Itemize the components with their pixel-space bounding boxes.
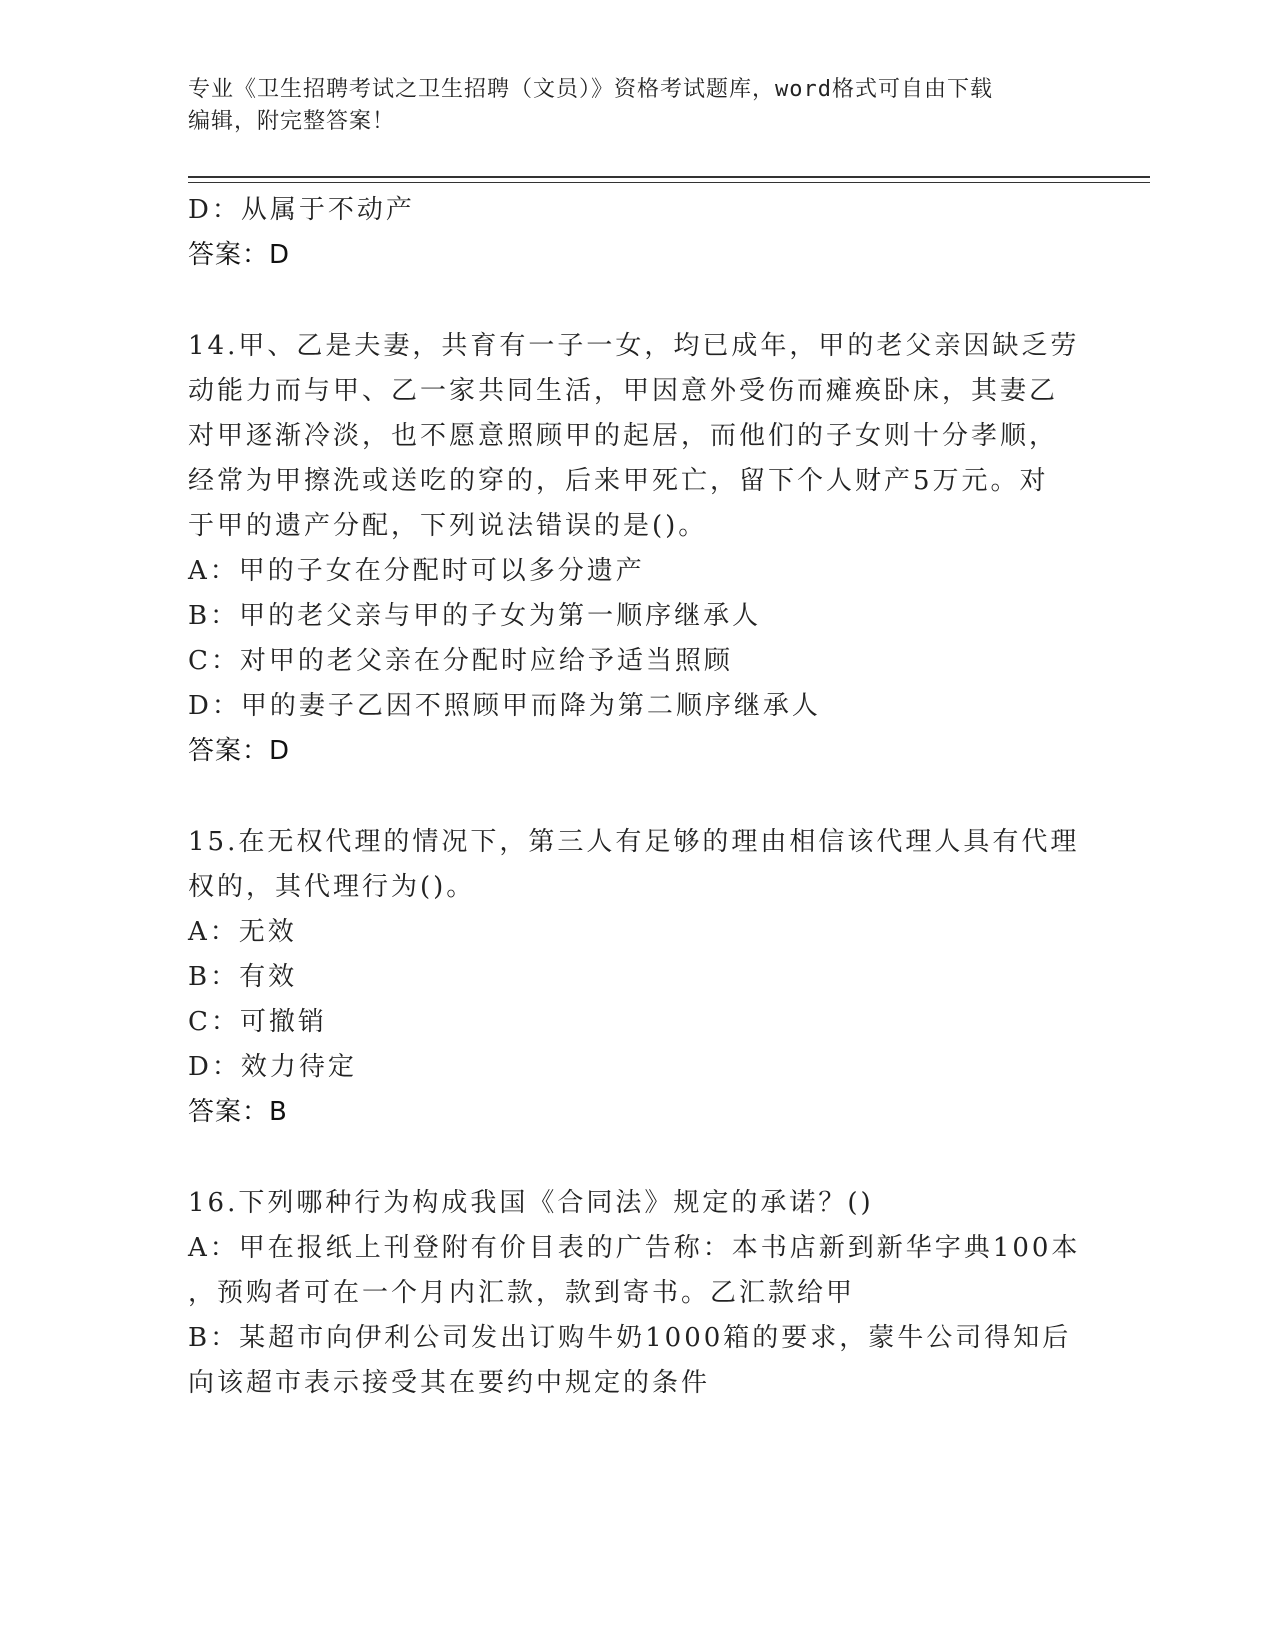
header-line: 专业《卫生招聘考试之卫生招聘（文员）》资格考试题库，word格式可自由下载 (188, 77, 993, 102)
option-a: A：甲在报纸上刊登附有价目表的广告称：本书店新到新华字典100本 (188, 1233, 1081, 1263)
option-a: A：无效 (188, 917, 297, 947)
header-rule (188, 182, 1150, 183)
question-text-line: 于甲的遗产分配，下列说法错误的是()。 (188, 511, 708, 541)
question-text-line: 动能力而与甲、乙一家共同生活，甲因意外受伤而瘫痪卧床，其妻乙 (188, 376, 1059, 406)
question-text-line: 经常为甲擦洗或送吃的穿的，后来甲死亡，留下个人财产5万元。对 (188, 466, 1049, 496)
previous-question-tail (188, 188, 1068, 278)
question-15 (188, 820, 1080, 1135)
question-content (188, 188, 1081, 1406)
question-text-line: 16.下列哪种行为构成我国《合同法》规定的承诺？() (188, 1188, 874, 1218)
option-c: C：可撤销 (188, 1007, 327, 1037)
option-d: D：从属于不动产 (188, 195, 415, 225)
question-text-line: 15.在无权代理的情况下，第三人有足够的理由相信该代理人具有代理 (188, 827, 1080, 857)
answer: 答案：D (188, 240, 291, 270)
question-14 (188, 324, 1080, 774)
answer: 答案：B (188, 1097, 288, 1127)
question-16 (188, 1181, 1081, 1406)
option-d: D：甲的妻子乙因不照顾甲而降为第二顺序继承人 (188, 691, 821, 721)
option-b: B：某超市向伊利公司发出订购牛奶1000箱的要求，蒙牛公司得知后 (188, 1323, 1072, 1353)
option-a: A：甲的子女在分配时可以多分遗产 (188, 556, 645, 586)
page-header (188, 74, 1068, 138)
question-text-line: 权的，其代理行为()。 (188, 872, 476, 902)
answer: 答案：D (188, 736, 291, 766)
option-c: C：对甲的老父亲在分配时应给予适当照顾 (188, 646, 733, 676)
option-d: D：效力待定 (188, 1052, 357, 1082)
option-a-continued: ，预购者可在一个月内汇款，款到寄书。乙汇款给甲 (188, 1278, 856, 1308)
header-line: 编辑，附完整答案！ (188, 109, 396, 134)
option-b: B：有效 (188, 962, 298, 992)
question-text-line: 14.甲、乙是夫妻，共育有一子一女，均已成年，甲的老父亲因缺乏劳 (188, 331, 1080, 361)
option-b: B：甲的老父亲与甲的子女为第一顺序继承人 (188, 601, 762, 631)
header-rule (188, 176, 1150, 178)
option-b-continued: 向该超市表示接受其在要约中规定的条件 (188, 1368, 711, 1398)
question-text-line: 对甲逐渐冷淡，也不愿意照顾甲的起居，而他们的子女则十分孝顺， (188, 421, 1059, 451)
